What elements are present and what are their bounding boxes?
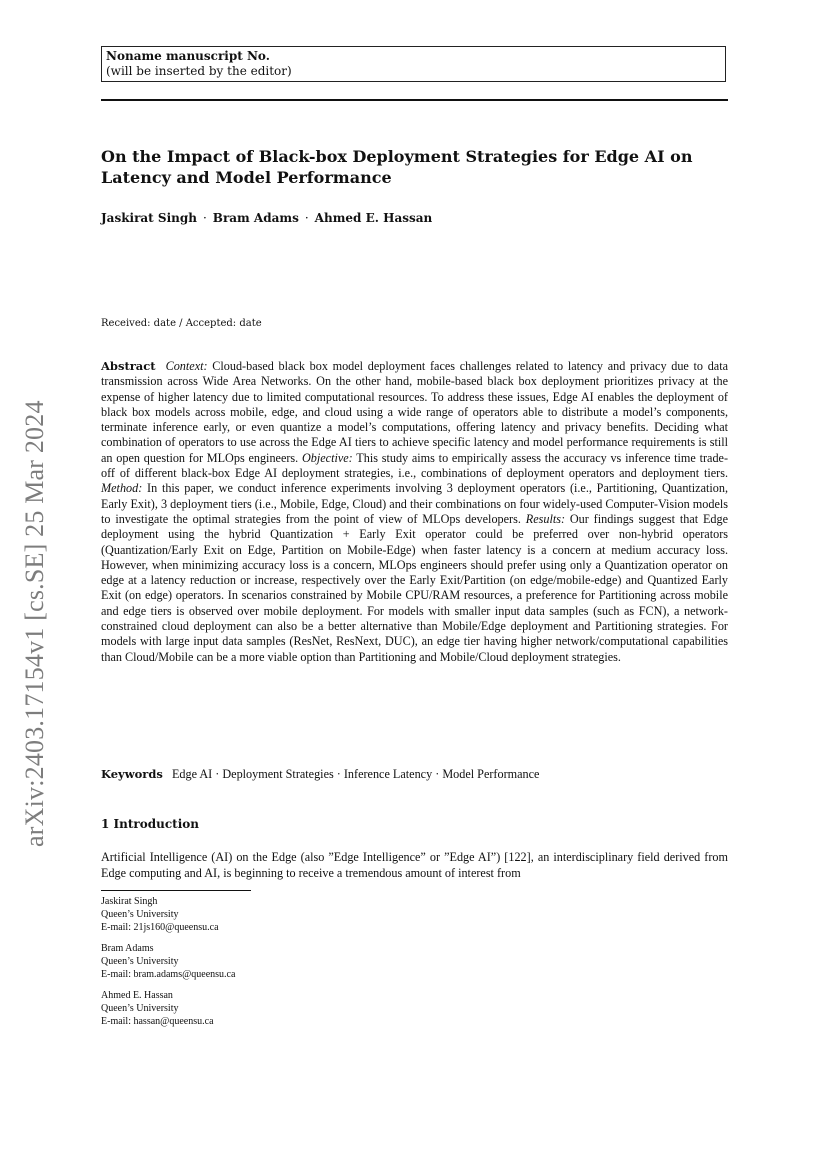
method-label: Method: [101, 481, 143, 496]
editor-note-box [101, 46, 726, 82]
affiliation-name: Ahmed E. Hassan [101, 990, 173, 1001]
affiliation-name: Jaskirat Singh [101, 896, 158, 907]
results-text: Our findings suggest that Edge deployment using the hybrid Quantization + Early Exit operator could be preferred over non-hybrid operators (Quantization/Early Exit on Edge, Partition on Mobile-Edge) when faster latency is a concern at medium accuracy loss. However, when minimizing accuracy loss is a concern, MLOps engineers should prefer using only a Quantization operator on edge at a latency reduction or increase, respectively over the Early Exit/Partition (on edge/mobile-edge) and Quantized Early Exit (on edge) operators. In scenarios constrained by Mobile CPU/RAM resources, a preference for Partitioning across mobile and edge tiers is observed over mobile deployment. For models with smaller input data samples (such as FCN), a network-constrained cloud deployment can also be a better alternative than Mobile/Edge deployment and Partitioning strategies. For models with large input data samples (ResNet, ResNext, DUC), an edge tier having higher network/computational capabilities than Cloud/Mobile can be a more viable option than Partitioning and Mobile/Cloud deployment strategies. [101, 511, 729, 664]
footnote-rule [101, 890, 251, 891]
affiliation-org: Queen’s University [101, 909, 179, 920]
section-heading: 1 Introduction [101, 817, 199, 831]
author-name: Jaskirat Singh [101, 211, 197, 225]
received-date: Received: date / Accepted: date [101, 318, 262, 329]
author-list [101, 211, 721, 226]
results-label: Results: [525, 511, 566, 526]
objective-text: This study aims to empirically assess the accuracy vs inference time trade-off of different black-box Edge AI deployment strategies, i.e., combinations of deployment operators and deployment tiers. [101, 450, 729, 481]
affiliation-email: E-mail: 21js160@queensu.ca [101, 922, 219, 933]
affiliation-name: Bram Adams [101, 943, 154, 954]
context-label: Context: [165, 359, 208, 373]
affiliation-block [101, 895, 219, 934]
author-name: Ahmed E. Hassan [314, 211, 433, 225]
author-separator: · [304, 211, 309, 225]
abstract [101, 359, 728, 665]
affiliation-org: Queen’s University [101, 956, 179, 967]
header-rule [101, 99, 728, 101]
author-separator: · [202, 211, 207, 225]
affiliation-org: Queen’s University [101, 1003, 179, 1014]
keywords [101, 767, 728, 782]
abstract-label: Abstract [101, 359, 156, 373]
affiliation-email: E-mail: hassan@queensu.ca [101, 1016, 214, 1027]
editor-note: (will be inserted by the editor) [106, 64, 292, 78]
keywords-text: Edge AI · Deployment Strategies · Inference Latency · Model Performance [171, 767, 540, 781]
objective-label: Objective: [301, 450, 353, 465]
manuscript-number: Noname manuscript No. [106, 49, 270, 63]
keywords-label: Keywords [101, 767, 163, 781]
introduction-text: Artificial Intelligence (AI) on the Edge (also ”Edge Intelligence” or ”Edge AI”) [122], an interdisciplinary field derived from Edge computing and AI, is beginning to receive a tremendous amount of interest from [101, 850, 728, 880]
paper-title: On the Impact of Black-box Deployment Strategies for Edge AI on Latency and Model Performance [101, 147, 693, 187]
affiliation-block [101, 942, 235, 981]
arxiv-identifier-stamp: arXiv:2403.17154v1 [cs.SE] 25 Mar 2024 [20, 400, 49, 847]
method-text: In this paper, we conduct inference experiments involving 3 deployment operators (i.e., Partitioning, Quantization, Early Exit), 3 deployment tiers (i.e., Mobile, Edge, Cloud) and their combinations on four widely-used Computer-Vision models to investigate the optimal strategies from the point of view of MLOps developers. [101, 481, 729, 526]
affiliation-email: E-mail: bram.adams@queensu.ca [101, 969, 236, 980]
context-text: Cloud-based black box model deployment faces challenges related to latency and privacy due to data transmission across Wide Area Networks. On the other hand, mobile-based black box deployment prioritizes privacy at the expense of higher latency due to limited computational resources. To address these issues, Edge AI enables the deployment of black box models across mobile, edge, and cloud using a wide range of operators able to distribute a model’s components, terminate inference early, or even quantize a model’s computations, offering latency and privacy benefits. Deciding what combination of operators to use across the Edge AI tiers to achieve specific latency and model performance requirements is still an open question for MLOps engineers. [101, 359, 728, 465]
author-name: Bram Adams [212, 211, 299, 225]
affiliation-block [101, 989, 214, 1028]
